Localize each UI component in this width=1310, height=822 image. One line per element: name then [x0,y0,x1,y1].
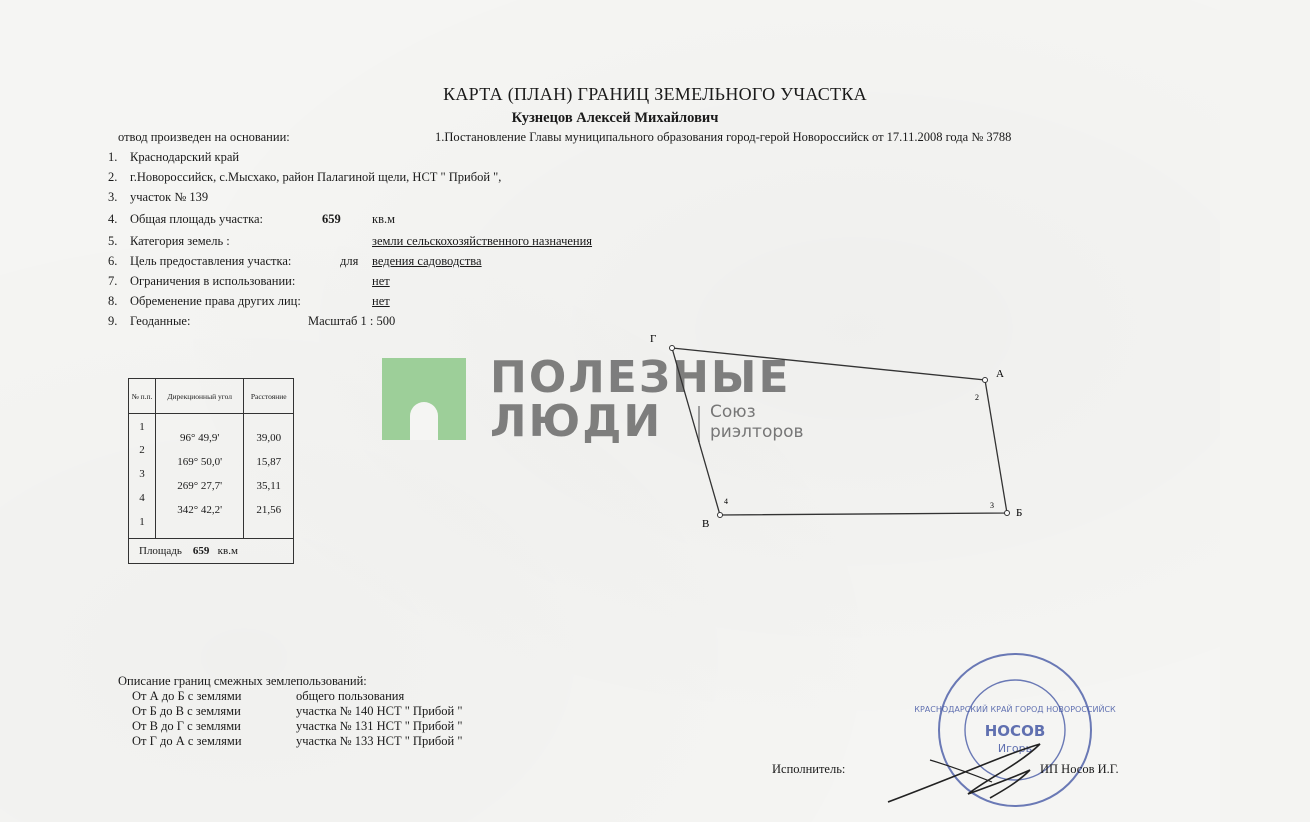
distances-column [244,414,294,539]
point-number: 4 [139,492,145,504]
corner-label-b: Б [1016,507,1023,519]
geodata-table [128,378,294,564]
executor-value: ИП Носов И.Г. [1040,762,1119,776]
basis-label: отвод произведен на основании: [118,130,290,144]
item-number: 1. [108,150,118,164]
stamp-name: НОСОВ [984,722,1046,740]
stamp-given-name: Игорь [997,742,1033,755]
item-number: 8. [108,294,118,308]
basis-value: 1.Постановление Главы муниципального образования город-герой Новороссийск от 17.11.2008 года № 3788 [435,130,1012,144]
corner-marker [1005,511,1010,516]
point-number: 1 [139,421,145,433]
area-value: 659 [322,212,341,226]
watermark-sub1: Союз [710,402,756,422]
executor-label: Исполнитель: [772,762,846,776]
scale-value: Масштаб 1 : 500 [308,314,396,328]
purpose-prefix: для [340,254,359,268]
point-label-4: 4 [724,497,728,506]
parcel-plan-diagram [650,330,1040,540]
land-category-value: земли сельскохозяйственного назначения [372,234,593,248]
angle-value: 342° 42,2' [177,504,223,516]
item-label: Категория земель : [130,234,230,248]
angles-column [156,414,244,539]
restrictions-value: нет [372,274,390,288]
col-header-point: № п.п. [129,379,156,414]
point-number: 2 [139,444,145,456]
angle-value: 169° 50,0' [177,456,223,468]
item-number: 7. [108,274,118,288]
area-unit: кв.м [217,545,238,557]
item-label: Общая площадь участка: [130,212,263,226]
boundary-neighbor: участка № 140 НСТ " Прибой " [296,704,463,718]
area-total: 659 [192,545,210,557]
watermark-line1: ПОЛЕЗНЫЕ [490,352,791,403]
item-label: Ограничения в использовании: [130,274,296,288]
logo-arch-icon [410,402,438,440]
boundary-neighbor: участка № 131 НСТ " Прибой " [296,719,463,733]
signature-stroke [888,744,1040,802]
document-title: КАРТА (ПЛАН) ГРАНИЦ ЗЕМЕЛЬНОГО УЧАСТКА [443,84,867,104]
point-label-2: 2 [975,393,979,402]
area-label: Площадь [139,545,182,557]
angle-value: 269° 27,7' [177,480,223,492]
item-label: участок № 139 [130,190,209,204]
item-label: Обременение права других лиц: [130,294,301,308]
stamp-outer-text: КРАСНОДАРСКИЙ КРАЙ ГОРОД НОВОРОССИЙСК [914,705,1116,714]
distance-value: 21,56 [256,504,282,516]
area-row [129,539,294,564]
corner-label-a: А [996,368,1004,380]
item-label: г.Новороссийск, с.Мысхако, район Палагиной щели, НСТ " Прибой ", [130,170,502,184]
item-number: 5. [108,234,118,248]
adjacent-boundaries-header: Описание границ смежных землепользований: [118,674,367,688]
point-numbers [129,414,156,539]
boundary-neighbor: участка № 133 НСТ " Прибой " [296,734,463,748]
distance-value: 35,11 [256,480,281,492]
watermark-line2: ЛЮДИ [490,396,663,447]
encumbrance-value: нет [372,294,390,308]
item-label: Геоданные: [130,314,191,328]
item-number: 2. [108,170,118,184]
corner-marker [670,346,675,351]
col-header-distance: Расстояние [244,379,294,414]
col-header-angle: Дирекционный угол [156,379,244,414]
item-label: Краснодарский край [130,150,240,164]
item-number: 6. [108,254,118,268]
purpose-value: ведения садоводства [372,254,482,268]
item-number: 3. [108,190,118,204]
item-number: 4. [108,212,118,226]
owner-name: Кузнецов Алексей Михайлович [511,110,719,126]
boundary-segment: От Б до В с землями [132,704,241,718]
point-number: 3 [139,468,145,480]
corner-marker [718,513,723,518]
angle-value: 96° 49,9' [180,432,220,444]
boundary-segment: От А до Б с землями [132,689,242,703]
point-number: 1 [139,516,145,528]
boundary-segment: От Г до А с землями [132,734,242,748]
corner-marker [983,378,988,383]
point-label-3: 3 [990,501,994,510]
distance-value: 15,87 [256,456,282,468]
corner-label-v: В [702,518,710,530]
watermark-sub2: риэлторов [710,422,804,442]
boundary-segment: От В до Г с землями [132,719,241,733]
boundary-neighbor: общего пользования [296,689,405,703]
signature-stroke [930,760,992,782]
corner-label-g: Г [650,333,657,345]
distance-value: 39,00 [256,432,282,444]
parcel-boundary [672,348,1007,515]
item-number: 9. [108,314,118,328]
item-label: Цель предоставления участка: [130,254,292,268]
area-unit: кв.м [372,212,396,226]
